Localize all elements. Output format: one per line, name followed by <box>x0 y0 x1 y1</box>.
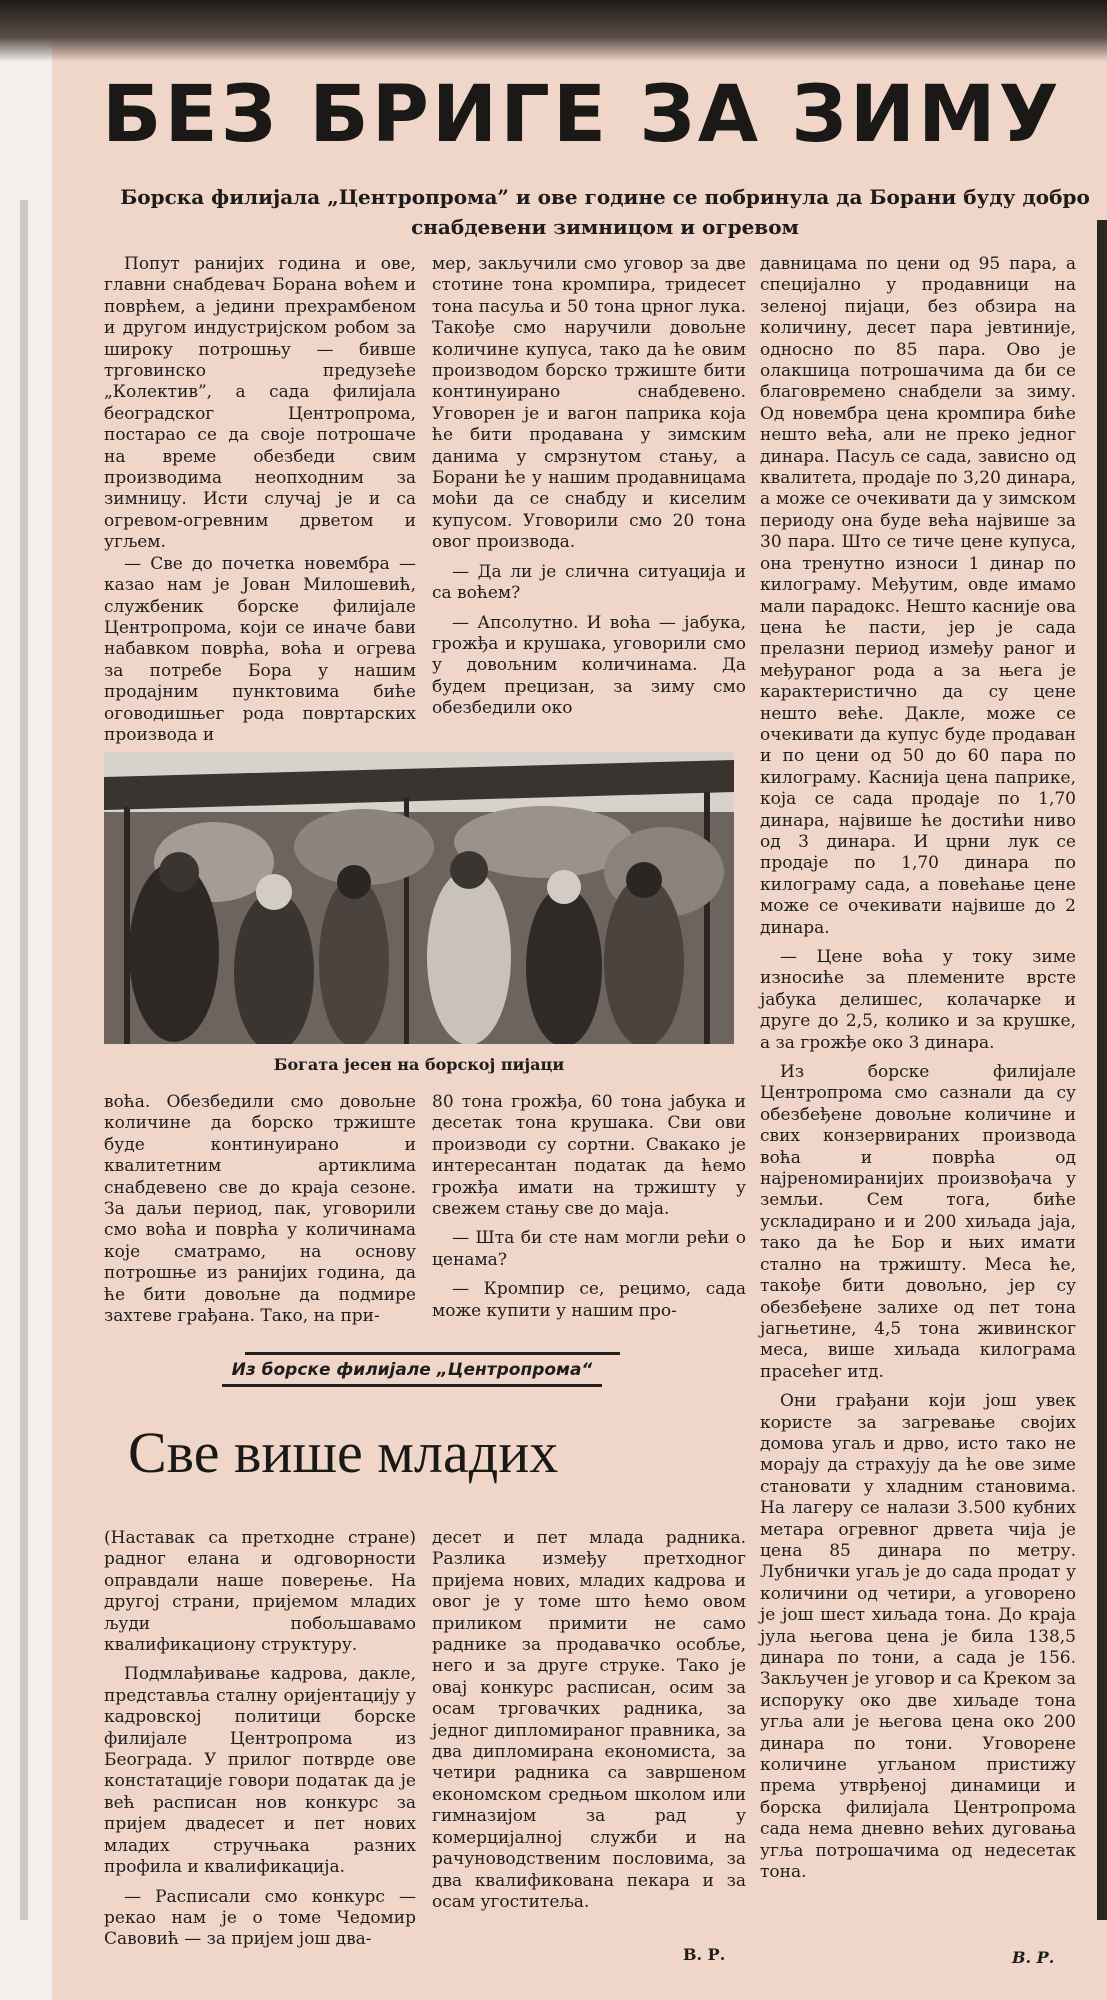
author-signature: В. Р. <box>1012 1948 1055 1967</box>
paragraph: десет и пет млада радника. Разлика између претходног пријема нових, младих кадрова и овог је у томе што ћемо овом приликом примити не само раднике за продавачко особље, него и за друге струке. Тако је овај конкурс расписан, осим за осам трговачких радника, за једног дипломираног правника, за два дипломирана економиста, за четири радника са завршеном економском средњом школом или гимназијом за рад у комерцијалној служби и на рачуноводственим пословима, за два квалификована пекара и за осам угоститеља. <box>432 1528 746 1912</box>
paragraph: — Да ли је слична ситуација и са воћем? <box>432 561 746 604</box>
article2-column-1 <box>104 1528 416 1951</box>
author-signature: В. Р. <box>683 1945 726 1964</box>
paragraph: Они грађани који још увек користе за загревање својих домова угаљ и дрво, исто тако не морају да страхују да ће ове зиме становати у хладним становима. На лагеру се налази 3.500 кубних метара огревног дрвета чија је цена 85 динара по метру. Лубнички угаљ је до сада продат у количини од четири, а уговорено је још шест хиљада тона. До краја јула његова цена је била 138,5 динара по тони, а сада је 156. Закључен је уговор и са Креком за испоруку око две хиљаде тона угља али је његова цена око 200 динара по тони. Уговорене количине угљаном пристижу према утврђеној динамици и борска филијала Центропрома сада нема дневно већих дуговања угља потрошачима од недесетак тона. <box>760 1391 1076 1883</box>
paragraph: — Шта би сте нам могли рећи о ценама? <box>432 1228 746 1270</box>
paragraph: воћа. Обезбедили смо довољне количине да борско тржиште буде континуирано и квалитетним артиклима снабдевено све до краја сезоне. За даљи период, пак, уговорили смо воћа и поврћа у количинама које сматрамо, на основу потрошње из ранијих година, да ће бити довољне да подмире захтеве грађана. Тако, на при- <box>104 1092 416 1327</box>
article-column-2 <box>432 254 746 720</box>
article-kicker: Из борске филијале „Центропрома“ <box>222 1356 602 1387</box>
paragraph: мер, закључили смо уговор за две стотине тона кромпира, тридесет тона пасуља и 50 тона црног лука. Такође смо наручили довољне количине купуса, тако да ће овим производом борско тржиште бити континуирано снабдевено. Уговорен је и вагон паприка која ће бити продавана у зимским данима у смрзнутом стању, а Борани ће у нашим продавницама моћи да се снабду и киселим купусом. Уговорили смо 20 тона овог производа. <box>432 254 746 553</box>
paragraph: — Расписали смо конкурс — рекао нам је о томе Чедомир Савовић — за пријем још два- <box>104 1886 416 1950</box>
paragraph: — Цене воћа у току зиме износиће за племените врсте јабука делишес, колачарке и друге до 2,5, колико и за крушке, а за грожђе око 3 динара. <box>760 947 1076 1053</box>
paragraph: Из борске филијале Центропрома смо сазнали да су обезбеђене довољне количине и свих конзервираних производа воћа и поврћа од најреномиранијих произвођача у земљи. Сем тога, биће ускладирано и и 200 хиљада јаја, тако да ће Бор и њих имати стално на тржишту. Меса ће, такође бити довољно, јер су обезбеђене залихе од пет тона јагњетине, 4,5 тона живинског меса, више хиљада килограма прасећег итд. <box>760 1062 1076 1382</box>
article-column-3 <box>760 254 1076 1883</box>
scan-edge-right <box>1097 220 1107 1920</box>
scan-edge-left <box>20 200 28 1920</box>
paragraph: (Наставак са претходне стране) радног елана и одговорности оправдали наше поверење. На другој страни, пријемом младих људи побољшавамо квалификациону структуру. <box>104 1528 416 1656</box>
article-column-1 <box>104 254 416 746</box>
article-column-2-continued <box>432 1092 746 1322</box>
cropped-header-text <box>300 30 820 60</box>
article-column-1-continued <box>104 1092 416 1327</box>
paragraph: 80 тона грожђа, 60 тона јабука и десетак тона крушака. Сви ови производи су сортни. Свакако је интересантан податак да ћемо грожђа имати на тржишту у свежем стању све до маја. <box>432 1092 746 1220</box>
paragraph: давницама по цени од 95 пара, а специјално у продавници на зеленој пијаци, без обзира на количину, десет пара јевтиније, односно по 85 пара. Ово је олакшица потрошачима да би се благовремено снабдели за зиму. Од новембра цена кромпира биће нешто већа, али не преко једног динара. Пасуљ се сада, зависно од квалитета, продаје по 3,20 динара, а може се очекивати да у зимском периоду она буде већа највише за 30 пара. Што се тиче цене купуса, она тренутно износи 1 динар по килограму. Међутим, овде имамо мали парадокс. Нешто касније ова цена ће пасти, јер је сада прелазни период између раног и међураног рода а за њега је карактеристично да су цене нешто веће. Дакле, може се очекивати да купус буде продаван и по цени од 50 до 60 пара по килограму. Каснија цена паприке, која се сада продаје по 1,70 динара, највише ће достићи ниво од 3 динара. И црни лук се продаје по 1,70 динара по килограму сада, а повећање цене може се очекивати највише до 2 динара. <box>760 254 1076 938</box>
market-photo <box>104 752 734 1044</box>
section-rule <box>245 1352 620 1355</box>
article-title: Све више младих <box>128 1420 559 1485</box>
subheadline: Борска филијала „Центропрома” и ове године се побринула да Борани буду добро снабдевени зимницом и огревом <box>120 185 1090 239</box>
paragraph: Попут ранијих година и ове, главни снабдевач Борана воћем и поврћем, а једини прехрамбеном и другом индустријском робом за широку потрошњу — бивше трговинско предузеће „Колектив”, а сада филијала београдског Центропрома, постарао се да своје потрошаче на време обезбеди свим производима неопходним за зимницу. Исти случај је и са огревом-огревним дрветом и угљем. <box>104 254 416 553</box>
paragraph: — Кромпир се, рецимо, сада може купити у нашим про- <box>432 1279 746 1321</box>
paragraph: Подмлађивање кадрова, дакле, представља сталну оријентацију у кадровској политици борске филијале Центропрома из Београда. У прилог потврде ове констатације говори податак да је већ расписан нов конкурс за пријем двадесет и пет нових младих стручњака разних профила и квалификација. <box>104 1664 416 1878</box>
article2-column-2 <box>432 1528 746 1913</box>
headline: БЕЗ БРИГЕ ЗА ЗИМУ <box>102 70 1062 160</box>
paragraph: — Све до почетка новембра — казао нам је Јован Милошевић, службеник борске филијале Центропрома, који се иначе бави набавком поврћа, воћа и огрева за потребе Бора у нашим продајним пунктовима биће оговодишњег рода повртарских производа и <box>104 553 416 745</box>
paragraph: — Апсолутно. И воћа — јабука, грожђа и крушака, уговорили смо у довољним количинама. Да будем прецизан, за зиму смо обезбедили око <box>432 612 746 719</box>
photo-caption: Богата јесен на борској пијаци <box>273 1055 565 1074</box>
